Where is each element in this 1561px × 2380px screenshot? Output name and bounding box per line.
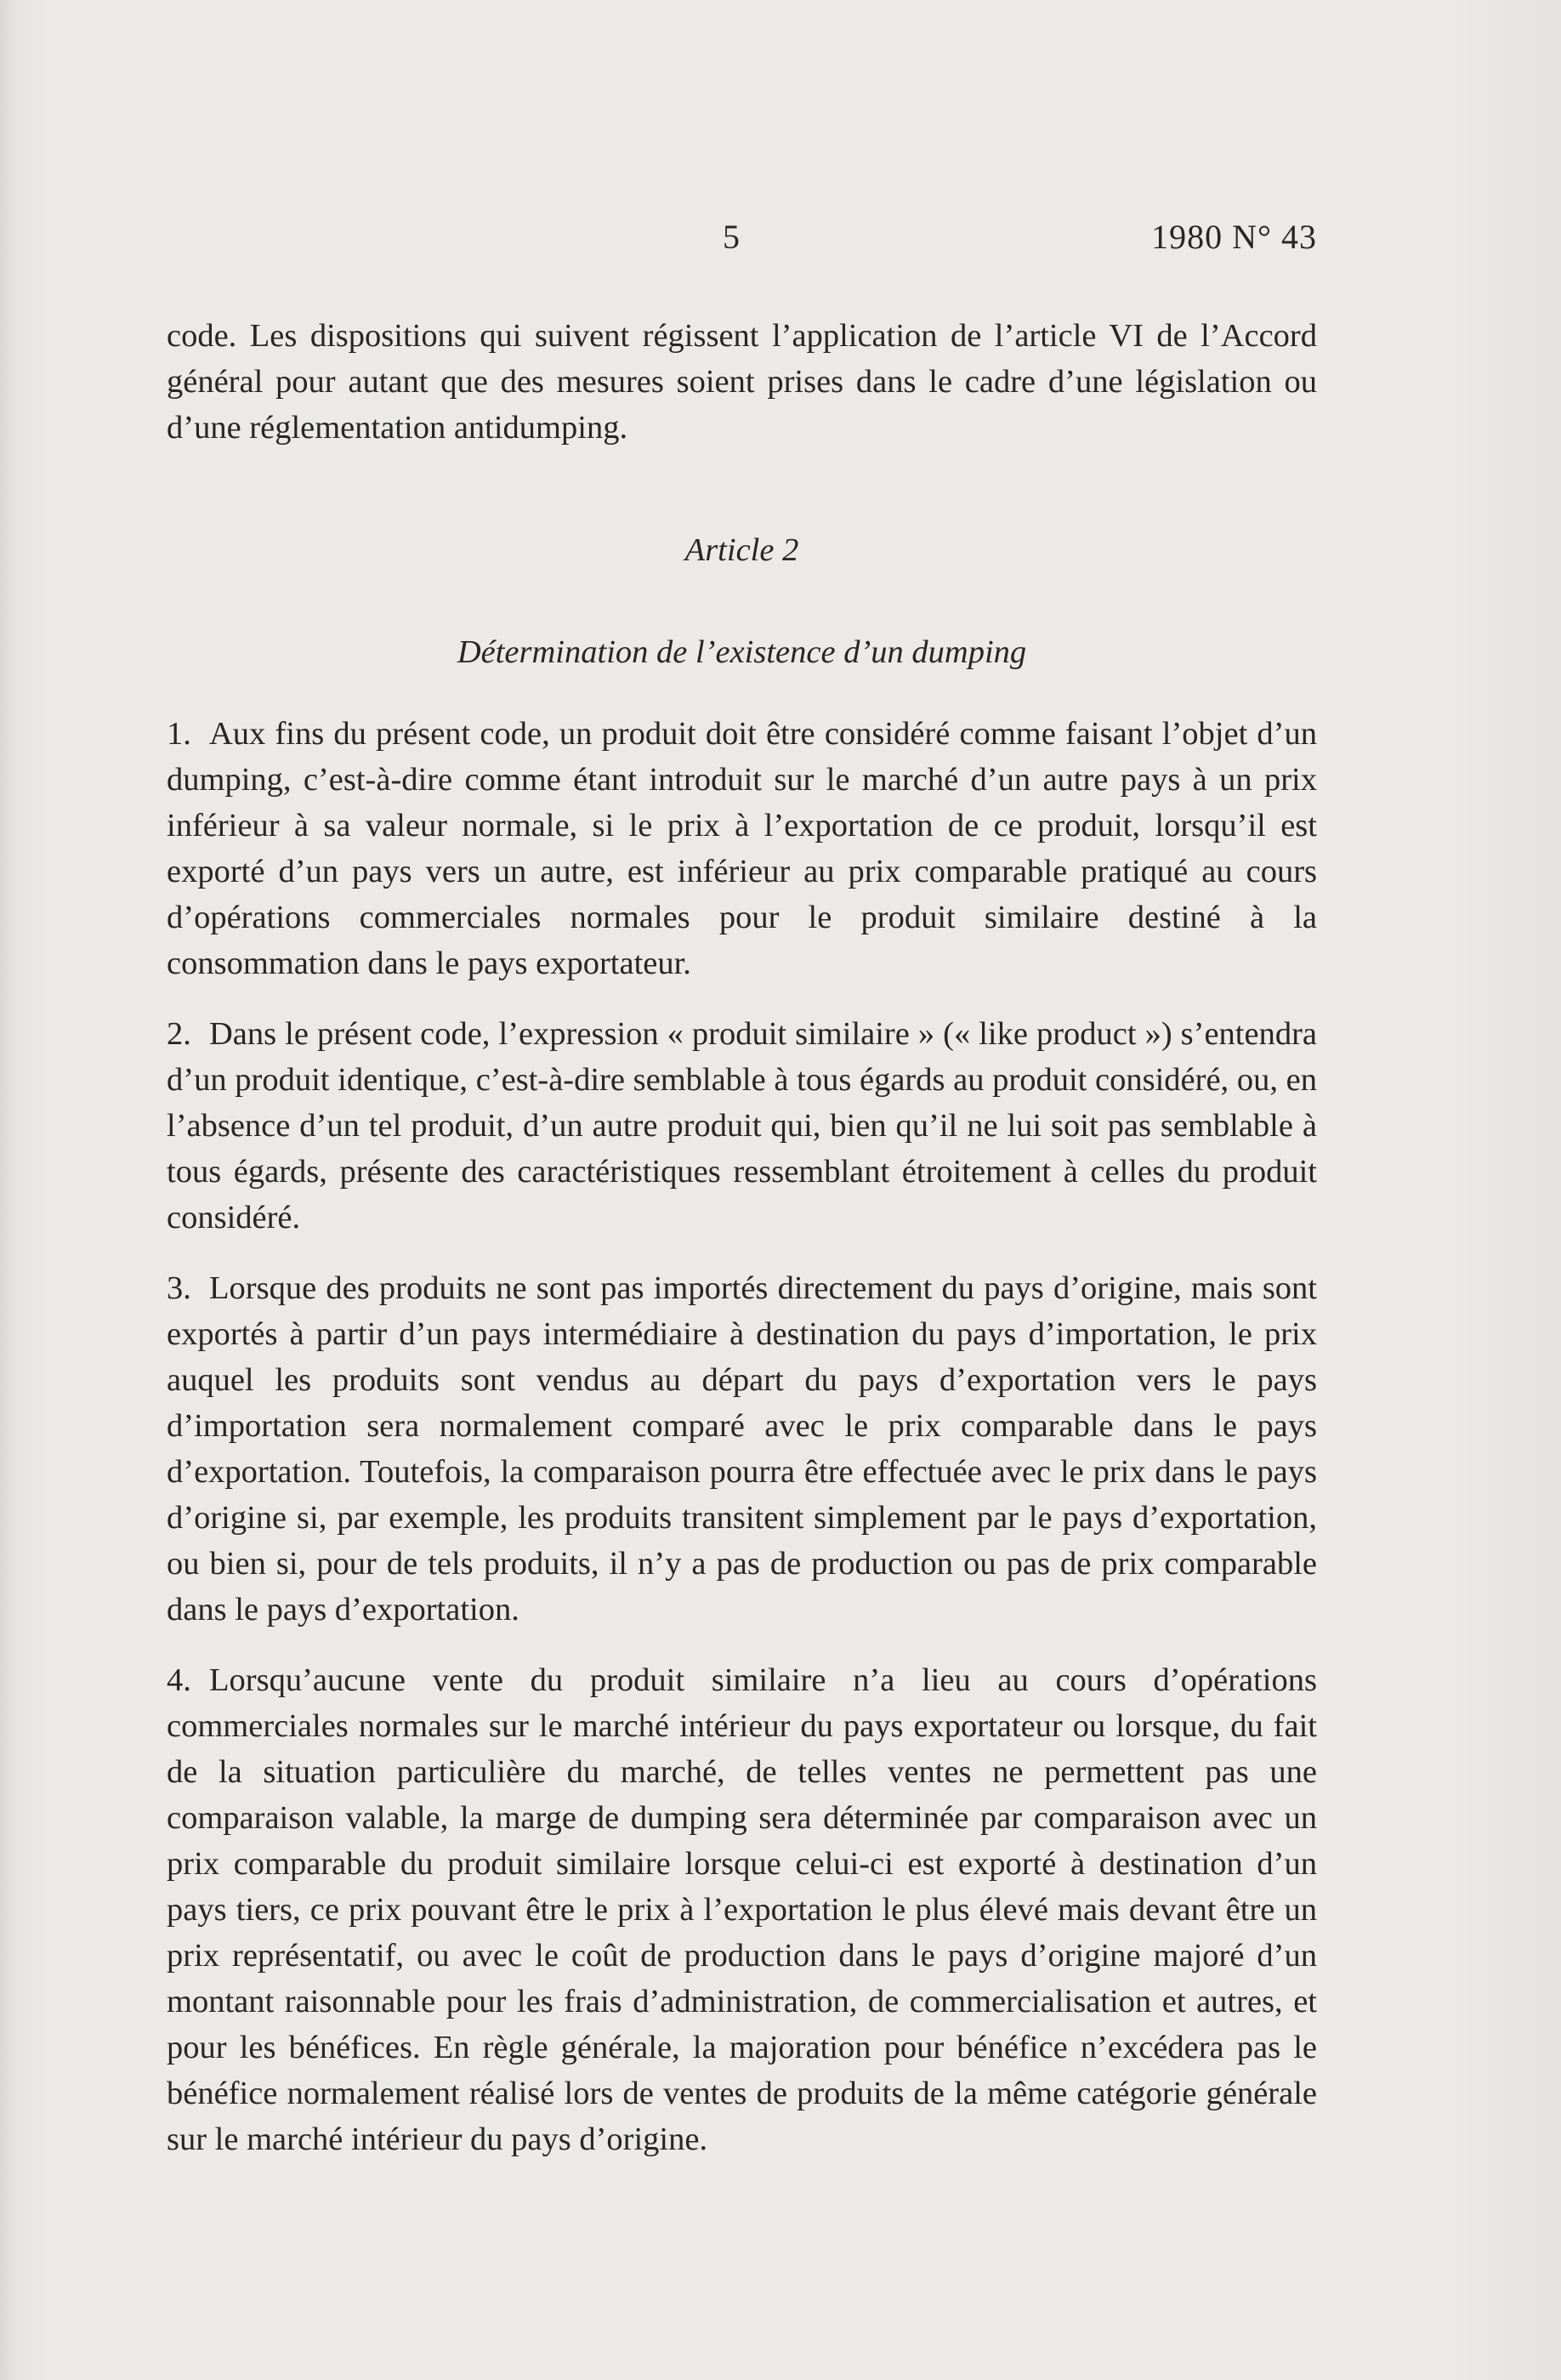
paragraph-number: 3. [167, 1270, 191, 1306]
paragraph-number: 1. [167, 716, 191, 752]
paragraph-4 [167, 1657, 1317, 2162]
paragraph-text: Dans le présent code, l’expression « produit similaire » (« like product ») s’entendra d’un produit identique, c’est-à-dire semblable à tous égards au produit considéré, ou, en l’absence d’un tel produit, d’un autre produit qui, bien qu’il ne lui soit pas semblable à tous égards, présente des caractéristiques ressemblant étroitement à celles du produit considéré. [167, 1016, 1317, 1235]
paragraph-text: Lorsqu’aucune vente du produit similaire n’a lieu au cours d’opérations commerciales normales sur le marché intérieur du pays exportateur ou lorsque, du fait de la situation particulière du marché, de telles ventes ne permettent pas une comparaison valable, la marge de dumping sera déterminée par comparaison avec un prix comparable du produit similaire lorsque celui-ci est exporté à destination d’un pays tiers, ce prix pouvant être le prix à l’exportation le plus élevé mais devant être un prix représentatif, ou avec le coût de production dans le pays d’origine majoré d’un montant raisonnable pour les frais d’administration, de commercialisation et autres, et pour les bénéfices. En règle générale, la majoration pour bénéfice n’excédera pas le bénéfice normalement réalisé lors de ventes de produits de la même catégorie générale sur le marché intérieur du pays d’origine. [167, 1662, 1317, 2157]
body-text [167, 313, 1317, 2187]
intro-paragraph: code. Les dispositions qui suivent régissent l’application de l’article VI de l’Accord général pour autant que des mesures soient prises dans le cadre d’une législation ou d’une réglementation antidumping. [167, 318, 1317, 446]
document-reference: 1980 N° 43 [1151, 218, 1317, 256]
paragraph-number: 2. [167, 1016, 191, 1052]
paragraph-text: Aux fins du présent code, un produit doit être considéré comme faisant l’objet d’un dumping, c’est-à-dire comme étant introduit sur le marché d’un autre pays à un prix inférieur à sa valeur normale, si le prix à l’exportation de ce produit, lorsqu’il est exporté d’un pays vers un autre, est inférieur au prix comparable pratiqué au cours d’opérations commerciales normales pour le produit similaire destiné à la consommation dans le pays exportateur. [167, 716, 1317, 981]
paragraph-1 [167, 711, 1317, 986]
paragraph-number: 4. [167, 1662, 191, 1698]
paragraph-3 [167, 1265, 1317, 1633]
article-subtitle: Détermination de l’existence d’un dumping [457, 634, 1027, 670]
paragraph-2 [167, 1011, 1317, 1241]
paragraph-text: Lorsque des produits ne sont pas importés directement du pays d’origine, mais sont exportés à partir d’un pays intermédiaire à destination du pays d’importation, le prix auquel les produits sont vendus au départ du pays d’exportation vers le pays d’importation sera normalement comparé avec le prix comparable dans le pays d’exportation. Toutefois, la comparaison pourra être effectuée avec le prix dans le pays d’origine si, par exemple, les produits transitent simplement par le pays d’exportation, ou bien si, pour de tels produits, il n’y a pas de production ou pas de prix comparable dans le pays d’exportation. [167, 1270, 1317, 1627]
page-number: 5 [723, 218, 741, 256]
article-title: Article 2 [684, 532, 799, 568]
